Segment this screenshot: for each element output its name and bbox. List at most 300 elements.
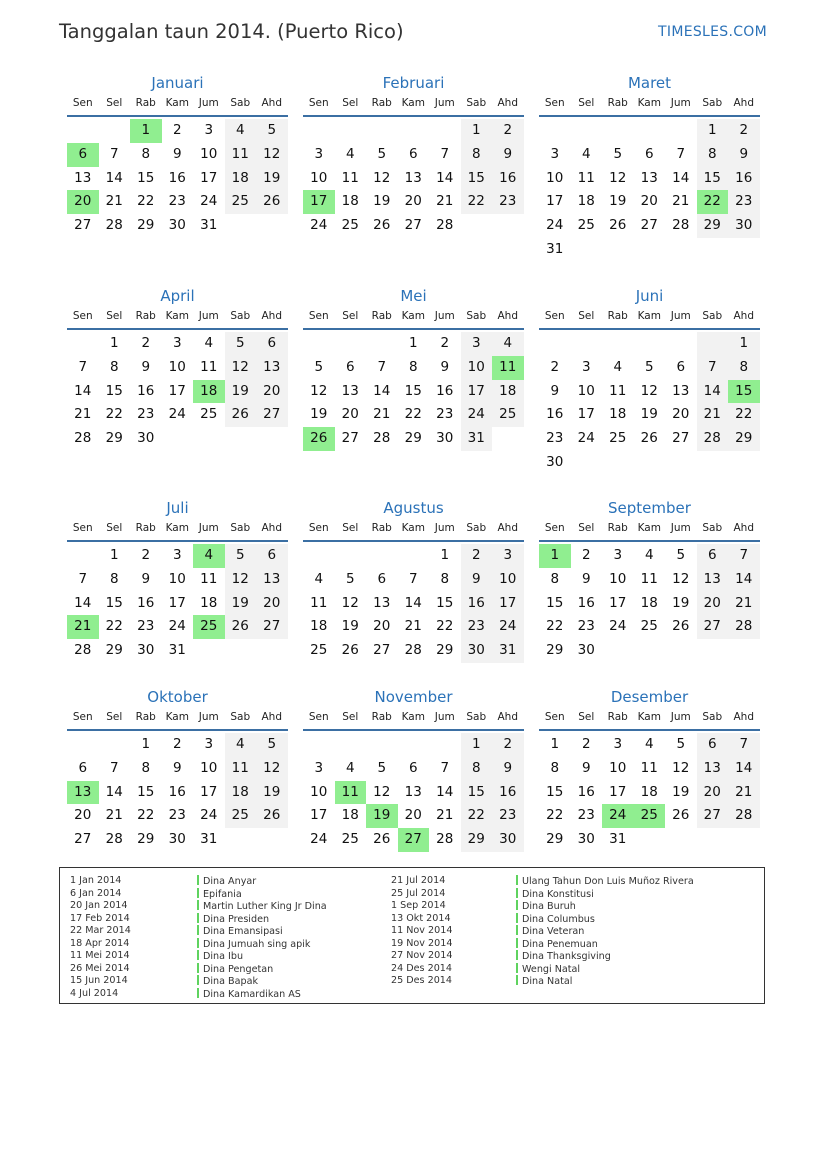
empty-cell [99,119,131,143]
day-cell: 8 [461,143,493,167]
day-cell: 12 [672,759,690,776]
holiday-cell: 19 [366,804,398,828]
day-cell: 23 [436,406,454,423]
day-cell: 15 [697,167,729,191]
weekday-header [539,519,760,537]
day-cell: 21 [105,193,123,210]
day-grid [539,332,760,475]
month-name: Juli [166,499,189,517]
day-cell: 15 [404,382,422,399]
header-divider [67,328,288,330]
day-cell: 3 [461,332,493,356]
day-cell: 7 [109,759,119,776]
holiday-marker-icon [197,913,199,923]
legend-holiday [197,888,327,901]
day-cell: 3 [204,122,214,138]
weekday-label: Kam [637,97,661,109]
day-cell: 5 [256,733,288,757]
day-cell: 18 [492,380,524,404]
day-cell: 2 [581,547,591,563]
day-cell: 13 [640,169,658,186]
day-cell: 29 [137,217,155,234]
legend-holiday [516,875,694,888]
day-cell: 20 [672,406,690,423]
weekday-header [67,307,288,325]
day-cell: 12 [640,382,658,399]
legend-date: 11 Nov 2014 [391,925,453,936]
day-cell: 5 [644,358,654,375]
day-cell: 17 [546,193,564,210]
holiday-cell: 6 [67,143,99,167]
day-cell: 12 [373,169,391,186]
day-cell: 10 [609,570,627,587]
day-cell: 16 [546,406,564,423]
month-name: Oktober [147,688,208,706]
day-cell: 30 [461,639,493,663]
day-cell: 17 [168,382,186,399]
legend-holiday [516,963,694,976]
day-cell: 15 [461,167,493,191]
day-cell: 9 [728,143,760,167]
legend-date: 26 Mei 2014 [70,962,130,974]
day-cell: 24 [168,406,186,423]
holiday-marker-icon [516,875,518,885]
day-cell: 16 [168,169,186,186]
month-name: November [374,688,453,706]
weekday-label: Sab [466,310,487,322]
legend-holiday [197,925,327,938]
day-cell: 3 [613,547,623,563]
weekday-label: Sab [230,711,251,723]
day-cell: 18 [200,594,218,611]
weekday-label: Rab [135,522,156,534]
weekday-label: Rab [371,97,392,109]
day-cell: 19 [256,167,288,191]
day-cell: 1 [109,335,119,351]
day-cell: 3 [550,145,560,162]
day-cell: 17 [200,169,218,186]
day-cell: 4 [225,119,257,143]
legend-holiday [516,913,694,926]
weekday-header [67,94,288,112]
day-cell: 5 [225,332,257,356]
month-name: Februari [382,74,445,92]
day-cell: 9 [581,759,591,776]
weekday-label: Rab [371,310,392,322]
weekday-label: Kam [165,97,189,109]
weekday-label: Kam [401,97,425,109]
day-cell: 8 [440,570,450,587]
day-cell: 16 [436,382,454,399]
day-cell: 28 [672,217,690,234]
holiday-cell: 21 [67,615,99,639]
day-cell: 15 [461,781,493,805]
header-divider [539,115,760,117]
day-grid [539,733,760,852]
month-name: Maret [627,74,672,92]
holiday-cell: 25 [634,804,666,828]
empty-cell [634,119,666,143]
day-cell: 22 [546,807,564,824]
day-cell: 16 [461,592,493,616]
empty-cell [602,332,634,356]
legend-holiday-name: Dina Thanksgiving [522,951,611,962]
header-divider [303,729,524,731]
weekday-label: Rab [607,522,628,534]
weekday-label: Sel [106,97,123,109]
month-11 [539,686,760,852]
day-cell: 28 [373,430,391,447]
holiday-marker-icon [197,963,199,973]
day-cell: 28 [728,804,760,828]
day-grid [303,733,524,852]
weekday-label: Ahd [261,97,282,109]
day-cell: 31 [461,427,493,451]
day-cell: 16 [492,167,524,191]
empty-cell [99,733,131,757]
day-cell: 22 [105,406,123,423]
empty-cell [539,332,571,356]
empty-cell [303,544,335,568]
day-cell: 12 [256,143,288,167]
day-grid [67,332,288,451]
day-cell: 24 [200,807,218,824]
day-cell: 28 [74,430,92,447]
holiday-cell: 22 [697,190,729,214]
day-cell: 19 [672,783,690,800]
holiday-marker-icon [516,963,518,973]
holiday-marker-icon [516,900,518,910]
day-cell: 11 [225,143,257,167]
month-5 [539,285,760,475]
day-cell: 8 [141,759,151,776]
holiday-marker-icon [516,925,518,935]
weekday-header [303,519,524,537]
weekday-label: Ahd [261,522,282,534]
empty-cell [398,119,430,143]
legend-holiday-name: Dina Konstitusi [522,888,594,900]
weekday-label: Ahd [497,97,518,109]
weekday-label: Ahd [261,310,282,322]
day-cell: 5 [613,145,623,162]
legend-holiday [197,913,327,926]
empty-cell [335,119,367,143]
weekday-header [303,94,524,112]
day-cell: 27 [697,804,729,828]
day-cell: 13 [697,757,729,781]
day-cell: 23 [546,430,564,447]
day-cell: 25 [492,403,524,427]
day-cell: 13 [256,568,288,592]
legend-holiday-name: Dina Natal [522,976,573,987]
day-cell: 30 [577,642,595,659]
month-1 [303,72,524,238]
day-cell: 28 [697,427,729,451]
day-cell: 11 [225,757,257,781]
day-cell: 7 [697,356,729,380]
weekday-label: Rab [371,711,392,723]
legend-date: 24 Des 2014 [391,962,453,974]
day-cell: 2 [440,335,450,351]
holiday-legend [59,867,765,1004]
day-cell: 30 [728,214,760,238]
day-cell: 18 [310,618,328,635]
legend-holiday-name: Dina Emansipasi [203,926,283,937]
holiday-cell: 18 [193,380,225,404]
day-cell: 12 [672,570,690,587]
day-cell: 21 [728,592,760,616]
day-cell: 23 [168,807,186,824]
day-cell: 8 [550,570,560,587]
holiday-marker-icon [197,888,199,898]
weekday-label: Jum [434,97,455,109]
weekday-label: Kam [401,711,425,723]
day-cell: 6 [345,358,355,375]
month-10 [303,686,524,852]
empty-cell [366,332,398,356]
day-cell: 29 [137,831,155,848]
month-0 [67,72,288,238]
holiday-cell: 11 [492,356,524,380]
day-cell: 26 [373,217,391,234]
day-cell: 26 [225,615,257,639]
weekday-label: Sen [308,97,329,109]
legend-holiday-name: Dina Jumuah sing apik [203,938,311,950]
day-cell: 11 [200,570,218,587]
day-cell: 7 [440,145,450,162]
day-cell: 13 [341,382,359,399]
day-cell: 10 [168,570,186,587]
day-cell: 26 [256,804,288,828]
legend-holiday-name: Dina Presiden [203,913,270,925]
weekday-label: Sen [308,711,329,723]
day-cell: 6 [644,145,654,162]
day-cell: 30 [577,831,595,848]
weekday-label: Kam [165,522,189,534]
day-cell: 14 [404,594,422,611]
day-cell: 14 [74,594,92,611]
holiday-cell: 13 [67,781,99,805]
day-cell: 16 [577,783,595,800]
day-cell: 26 [341,642,359,659]
month-4 [303,285,524,451]
day-cell: 4 [613,358,623,375]
legend-holiday [197,900,327,913]
day-cell: 8 [408,358,418,375]
holiday-marker-icon [516,975,518,985]
day-cell: 19 [341,618,359,635]
legend-holiday [197,963,327,976]
day-cell: 16 [137,382,155,399]
day-cell: 9 [172,145,182,162]
day-cell: 9 [141,570,151,587]
day-cell: 31 [492,639,524,663]
day-cell: 23 [492,804,524,828]
day-cell: 21 [672,193,690,210]
day-cell: 30 [168,831,186,848]
weekday-label: Sel [342,97,359,109]
holiday-marker-icon [516,888,518,898]
day-grid [67,733,288,852]
day-cell: 18 [341,807,359,824]
day-cell: 22 [728,403,760,427]
day-cell: 7 [408,570,418,587]
weekday-label: Rab [607,711,628,723]
day-cell: 13 [74,169,92,186]
day-cell: 9 [141,358,151,375]
day-cell: 3 [581,358,591,375]
day-cell: 30 [546,453,564,470]
day-cell: 9 [440,358,450,375]
legend-holiday [197,875,327,888]
day-cell: 5 [314,358,324,375]
weekday-label: Kam [165,310,189,322]
day-cell: 14 [436,169,454,186]
weekday-label: Sab [466,522,487,534]
day-cell: 18 [640,594,658,611]
day-cell: 6 [697,544,729,568]
day-cell: 12 [225,568,257,592]
brand-logo-link[interactable]: TIMESLES.COM [658,24,767,40]
day-cell: 22 [436,618,454,635]
day-cell: 20 [404,807,422,824]
day-cell: 22 [461,190,493,214]
weekday-label: Sab [702,711,723,723]
day-cell: 25 [341,217,359,234]
day-cell: 25 [577,217,595,234]
day-cell: 3 [314,145,324,162]
day-cell: 2 [172,122,182,138]
day-grid [303,119,524,238]
legend-date: 27 Nov 2014 [391,950,453,961]
day-cell: 5 [377,759,387,776]
legend-date: 25 Jul 2014 [391,887,446,899]
holiday-cell: 1 [130,119,162,143]
weekday-label: Rab [135,97,156,109]
day-cell: 24 [461,403,493,427]
weekday-header [539,94,760,112]
day-cell: 9 [461,568,493,592]
day-cell: 4 [581,145,591,162]
day-cell: 19 [640,406,658,423]
weekday-label: Rab [607,97,628,109]
day-cell: 24 [310,831,328,848]
day-cell: 17 [461,380,493,404]
day-cell: 8 [461,757,493,781]
header-divider [303,115,524,117]
day-cell: 29 [436,642,454,659]
empty-cell [67,544,99,568]
legend-date: 21 Jul 2014 [391,875,446,886]
day-cell: 13 [697,568,729,592]
weekday-label: Rab [135,711,156,723]
day-cell: 19 [225,592,257,616]
day-cell: 22 [105,618,123,635]
legend-holiday-name: Dina Kamardikan AS [203,988,301,1000]
header-divider [303,540,524,542]
weekday-header [539,307,760,325]
day-cell: 8 [141,145,151,162]
day-cell: 10 [546,169,564,186]
day-cell: 15 [546,594,564,611]
day-cell: 26 [225,403,257,427]
weekday-label: Sen [72,711,93,723]
legend-holiday [516,975,694,988]
legend-date: 20 Jan 2014 [70,900,128,911]
day-cell: 22 [137,807,155,824]
day-cell: 24 [200,193,218,210]
day-cell: 30 [492,828,524,852]
holiday-cell: 17 [303,190,335,214]
day-cell: 22 [546,618,564,635]
holiday-cell: 15 [728,380,760,404]
empty-cell [571,332,603,356]
day-cell: 7 [78,358,88,375]
day-cell: 6 [377,570,387,587]
day-cell: 20 [256,592,288,616]
day-cell: 29 [697,214,729,238]
day-cell: 7 [676,145,686,162]
weekday-label: Sen [308,522,329,534]
day-grid [303,544,524,663]
weekday-label: Ahd [261,711,282,723]
weekday-label: Sen [72,522,93,534]
holiday-cell: 27 [398,828,430,852]
header-divider [539,328,760,330]
day-cell: 23 [137,618,155,635]
day-cell: 31 [546,240,564,257]
day-cell: 29 [546,831,564,848]
weekday-label: Sel [106,711,123,723]
day-cell: 15 [436,594,454,611]
day-cell: 10 [200,759,218,776]
legend-date: 4 Jul 2014 [70,987,119,999]
legend-holiday-name: Martin Luther King Jr Dina [203,901,327,912]
day-cell: 1 [461,733,493,757]
day-cell: 28 [105,831,123,848]
holiday-cell: 26 [303,427,335,451]
legend-date: 18 Apr 2014 [70,937,130,949]
legend-holiday [197,975,327,988]
holiday-marker-icon [516,913,518,923]
day-cell: 26 [373,831,391,848]
legend-date: 15 Jun 2014 [70,975,128,986]
day-cell: 22 [404,406,422,423]
legend-date: 6 Jan 2014 [70,887,122,899]
day-cell: 12 [310,382,328,399]
day-cell: 9 [172,759,182,776]
day-cell: 4 [644,736,654,752]
legend-holiday [197,988,327,1001]
day-cell: 9 [550,382,560,399]
day-cell: 7 [109,145,119,162]
day-cell: 31 [609,831,627,848]
empty-cell [539,119,571,143]
day-cell: 3 [172,547,182,563]
weekday-label: Rab [371,522,392,534]
day-cell: 17 [609,783,627,800]
holiday-cell: 4 [193,544,225,568]
day-cell: 11 [310,594,328,611]
day-cell: 29 [546,642,564,659]
day-cell: 21 [74,406,92,423]
holiday-marker-icon [516,938,518,948]
holiday-marker-icon [197,875,199,885]
holiday-marker-icon [197,975,199,985]
day-cell: 27 [697,615,729,639]
day-cell: 24 [310,217,328,234]
weekday-label: Kam [637,310,661,322]
